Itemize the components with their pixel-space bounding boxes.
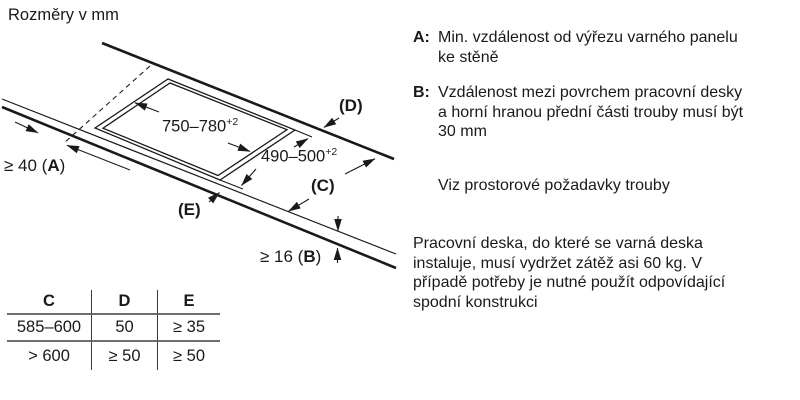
table-cell-d2: ≥ 50 [91, 342, 157, 370]
leader-c-lower [289, 199, 310, 211]
table-header-e: E [157, 290, 220, 315]
dim-b-label: ≥ 16 (B) [260, 247, 322, 266]
table-header-d: D [91, 290, 157, 315]
dim-a-arrow-upper [15, 122, 38, 133]
table-cell-e1: ≥ 35 [157, 315, 220, 342]
dim-width-value: 750–780 [162, 117, 227, 136]
dim-depth-value: 490–500 [261, 147, 326, 166]
see-also-note: Viz prostorové požadavky trouby [438, 177, 670, 194]
page-title: Rozměry v mm [8, 6, 119, 24]
note-a [413, 28, 745, 67]
dim-depth-tolerance: +2 [325, 146, 338, 158]
leader-e [209, 193, 220, 203]
load-capacity-note: Pracovní deska, do které se varná deska instaluje, musí vydržet zátěž asi 60 kg. V případě potřeby je nutné použít odpovídající spodní konstrukci [413, 235, 726, 311]
extension-line-right [295, 130, 312, 137]
note-a-key: A: [413, 29, 430, 46]
note-b [413, 83, 745, 142]
ref-c-label: (C) [311, 176, 335, 195]
dim-a-arrow-lower [67, 145, 130, 170]
extension-line-bottom [220, 180, 243, 189]
ref-e-label: (E) [178, 200, 201, 219]
dim-width-label [162, 116, 238, 137]
table-cell-e2: ≥ 50 [157, 342, 220, 370]
table-cell-d1: 50 [91, 315, 157, 342]
table-cell-c1: 585–600 [7, 315, 91, 342]
table-cell-c2: > 600 [28, 346, 70, 365]
dim-width-tolerance: +2 [226, 116, 239, 128]
ref-d-label: (D) [339, 96, 363, 115]
leader-c-upper [345, 159, 375, 174]
dim-depth-label [261, 146, 337, 167]
leader-d [324, 118, 339, 127]
table-header-c: C [7, 290, 91, 315]
dim-a-label: ≥ 40 (A) [4, 156, 66, 175]
dim-width-arrow-left [135, 103, 159, 112]
note-b-text: Vzdálenost mezi povrchem pracovní desky a horní hranou přední části trouby musí být 30 mm [438, 84, 744, 140]
dimension-table [7, 290, 220, 370]
note-b-key: B: [413, 84, 430, 101]
note-a-text: Min. vzdálenost od výřezu varného panelu ke stěně [438, 29, 738, 66]
dim-depth-arrow-lower [242, 169, 257, 186]
cutout-projection-dashed-line [64, 66, 150, 143]
dim-width-arrow-right [228, 143, 250, 152]
